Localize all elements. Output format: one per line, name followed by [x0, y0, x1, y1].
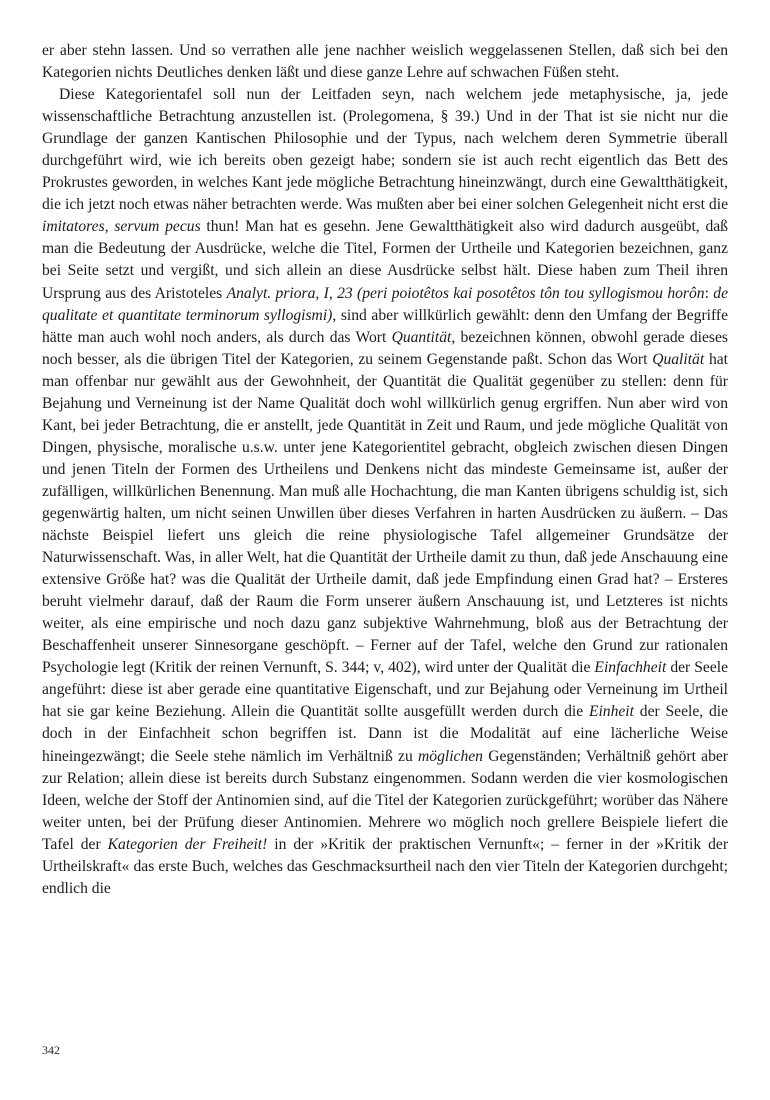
text-segment: , bezeichnen können, obwohl gerade dieses noch besser, als die übrigen Titel der Kategorien, zu seinem Gegenstande paßt. Schon das Wort	[42, 328, 728, 368]
italic-term-einfachheit: Einfachheit	[594, 659, 667, 677]
italic-term-einheit: Einheit	[588, 703, 634, 721]
text-segment: hat man offenbar nur gewählt aus der Gewohnheit, der Quantität die Qualität gegenüber zu stellen: denn für Bejahung und Verneinung ist der Name Qualität doch wohl willkürlich genug ergriffen. Nun aber wird von Kant, bei jeder Betrachtung, die er anstellt, jede Quantität in Zeit und Raum, und jede mögliche Qualität von Dingen, physische, moralische u.s.w. unter jene Kategorientitel gebracht, obgleich zwischen diesen Dingen und jenen Titeln der Formen des Urtheilens und Denkens nicht das mindeste Gemeinsame ist, außer der zufälligen, willkürlichen Benennung. Man muß alle Hochachtung, die man Kanten übrigens schuldig ist, sich gegenwärtig halten, um nicht seinen Unwillen über dieses Verfahren in harten Ausdrücken zu äußern. – Das nächste Beispiel liefert uns gleich die reine physiologische Tafel allgemeiner Grundsätze der Naturwissenschaft. Was, in aller Welt, hat die Quantität der Urtheile damit zu thun, daß jede Anschauung eine extensive Größe hat? was die Qualität der Urtheile damit, daß jede Empfindung einen Grad hat? – Ersteres beruht vielmehr darauf, daß der Raum die Form unserer äußern Anschauung ist, und Letzteres ist nichts weiter, als eine empirische und noch dazu ganz subjektive Wahrnehmung, bloß aus der Betrachtung der Beschaffenheit unserer Sinnesorgane geschöpft. – Ferner auf der Tafel, welche den Grund zur rationalen Psychologie legt (Kritik der reinen Vernunft, S. 344; v, 402), wird unter der Qualität die	[42, 350, 729, 677]
text-segment: :	[704, 284, 714, 302]
italic-term-quantitaet: Quantität	[391, 328, 452, 346]
text-segment: Gegenständen; Verhältniß gehört aber zur Relation; allein diese ist bereits durch Substanz eingenommen. Sodann werden die vier kosmologischen Ideen, welche der Stoff der Antinomien sind, auf die Titel der Kategorien zurückgeführt; worüber das Nähere weiter unten, bei der Prüfung dieser Antinomien. Mehrere wo möglich noch grellere Beispiele liefert die Tafel der	[42, 747, 728, 853]
italic-term-kategorien-der-freiheit: Kategorien der Freiheit!	[107, 835, 268, 853]
italic-phrase-imitatores: imitatores, servum pecus	[42, 218, 201, 236]
text-segment: in der »Kritik der praktischen Vernunft«; – ferner in der »Kritik der Urtheilskraft« das erste Buch, welches das Geschmacksurtheil nach den vier Titeln der Kategorien durchgeht; endlich die	[42, 835, 729, 897]
italic-latin-title: de qualitate et quantitate terminorum syllogismi)	[42, 284, 728, 324]
page-number: 342	[42, 1043, 60, 1057]
italic-term-moeglichen: möglichen	[418, 747, 483, 765]
italic-term-qualitaet: Qualität	[652, 350, 705, 368]
italic-citation-analyt-priora: Analyt. priora, I, 23 (peri poiotêtos kai posotêtos tôn tou syllogismou horôn	[226, 284, 705, 302]
paragraph-2	[42, 84, 728, 900]
text-segment: thun! Man hat es gesehn. Jene Gewaltthätigkeit also wird dadurch ausgeübt, daß man die Bedeutung der Ausdrücke, welche die Titel, Formen der Urtheile und Kategorien bezeichnen, ganz bei Seite setzt und vergißt, und sich allein an diese Ausdrücke selbst hält. Diese haben zum Theil ihren Ursprung aus des Aristoteles	[42, 218, 728, 302]
text-segment: Diese Kategorientafel soll nun der Leitfaden seyn, nach welchem jede metaphysische, ja, jede wissenschaftliche Betrachtung anzustellen ist. (Prolegomena, § 39.) Und in der That ist sie nicht nur die Grundlage der ganzen Kantischen Philosophie und der Typus, nach welchem deren Symmetrie überall durchgeführt wird, wie ich bereits oben gezeigt habe; sondern sie ist auch recht eigentlich das Bett des Prokrustes geworden, in welches Kant jede mögliche Betrachtung hineinzwängt, durch eine Gewaltthätigkeit, die ich jetzt noch etwas näher betrachten werde. Was mußten aber bei einer solchen Gelegenheit nicht erst die	[42, 86, 728, 214]
text-segment: , sind aber willkürlich gewählt: denn den Umfang der Begriffe hätte man auch wohl noch anders, als durch das Wort	[42, 306, 728, 346]
paragraph-1	[42, 40, 728, 84]
text-segment: er aber stehn lassen. Und so verrathen alle jene nachher weislich weggelassenen Stellen, daß sich bei den Kategorien nichts Deutliches denken läßt und diese ganze Lehre auf schwachen Füßen steht.	[42, 42, 728, 82]
text-segment: der Seele angeführt: diese ist aber gerade eine quantitative Eigenschaft, und zur Bejahung oder Verneinung im Urtheil hat sie gar keine Beziehung. Allein die Quantität sollte ausgefüllt werden durch die	[42, 659, 728, 721]
text-segment: der Seele, die doch in der Einfachheit schon begriffen ist. Dann ist die Modalität auf eine lächerliche Weise hineingezwängt; die Seele stehe nämlich im Verhältniß zu	[42, 703, 729, 765]
page-body	[42, 40, 728, 900]
